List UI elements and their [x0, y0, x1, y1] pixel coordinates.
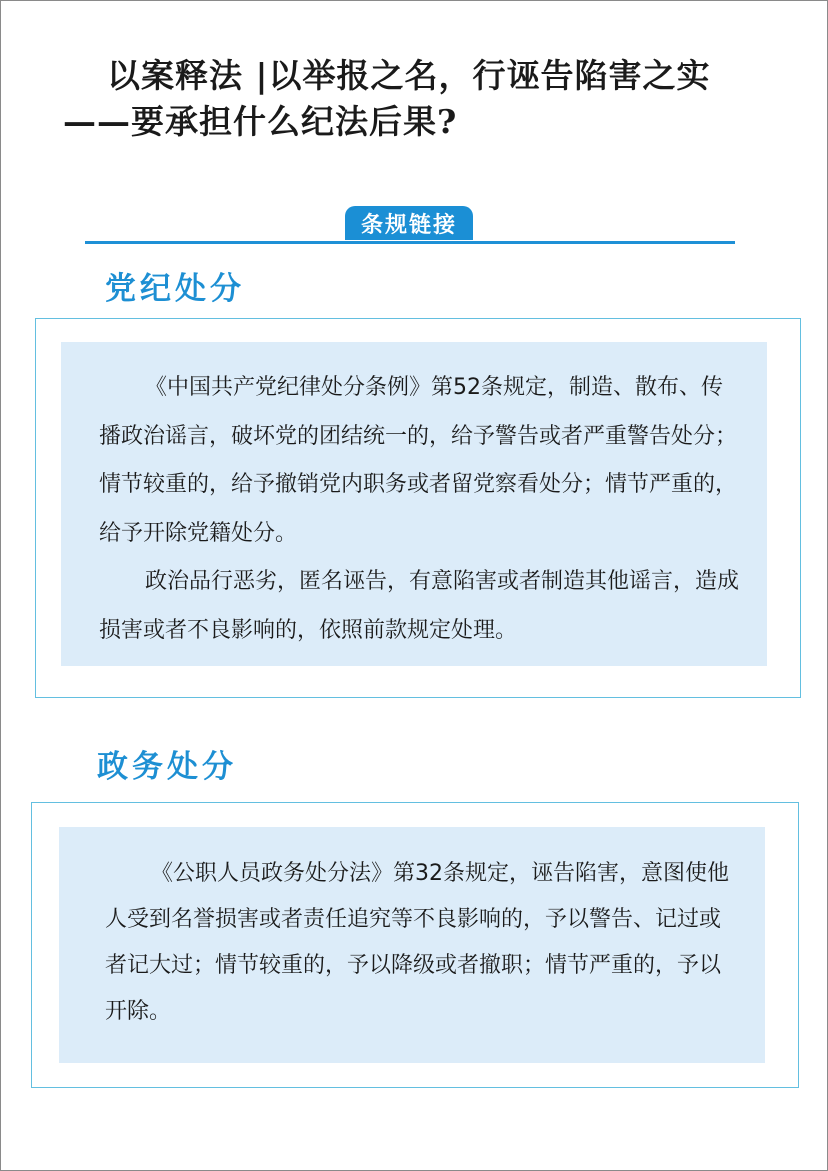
section-tag: 条规链接 — [345, 206, 473, 240]
party-discipline-paragraph-2: 政治品行恶劣，匿名诬告，有意陷害或者制造其他谣言，造成损害或者不良影响的，依照前款规定处理。 — [99, 569, 740, 643]
divider-rule — [85, 241, 735, 244]
party-discipline-paragraph-1: 《中国共产党纪律处分条例》第52条规定，制造、散布、传播政治谣言，破坏党的团结统一的，给予警告或者严重警告处分；情节较重的，给予撤销党内职务或者留党察看处分；情节严重的，给予开除党籍处分。 — [99, 375, 738, 546]
party-discipline-panel — [61, 342, 767, 666]
title-line-2: ——要承担什么纪法后果? — [63, 102, 458, 141]
government-sanction-panel — [59, 827, 765, 1063]
title-line-1: 以案释法 |以举报之名，行诬告陷害之实 — [107, 56, 711, 95]
government-sanction-paragraph-1: 《公职人员政务处分法》第32条规定，诬告陷害，意图使他人受到名誉损害或者责任追究等不良影响的，予以警告、记过或者记大过；情节较重的，予以降级或者撤职；情节严重的，予以开除。 — [105, 861, 729, 1024]
page-title — [63, 53, 783, 145]
party-discipline-heading: 党纪处分 — [105, 271, 245, 307]
government-sanction-heading: 政务处分 — [97, 749, 237, 785]
